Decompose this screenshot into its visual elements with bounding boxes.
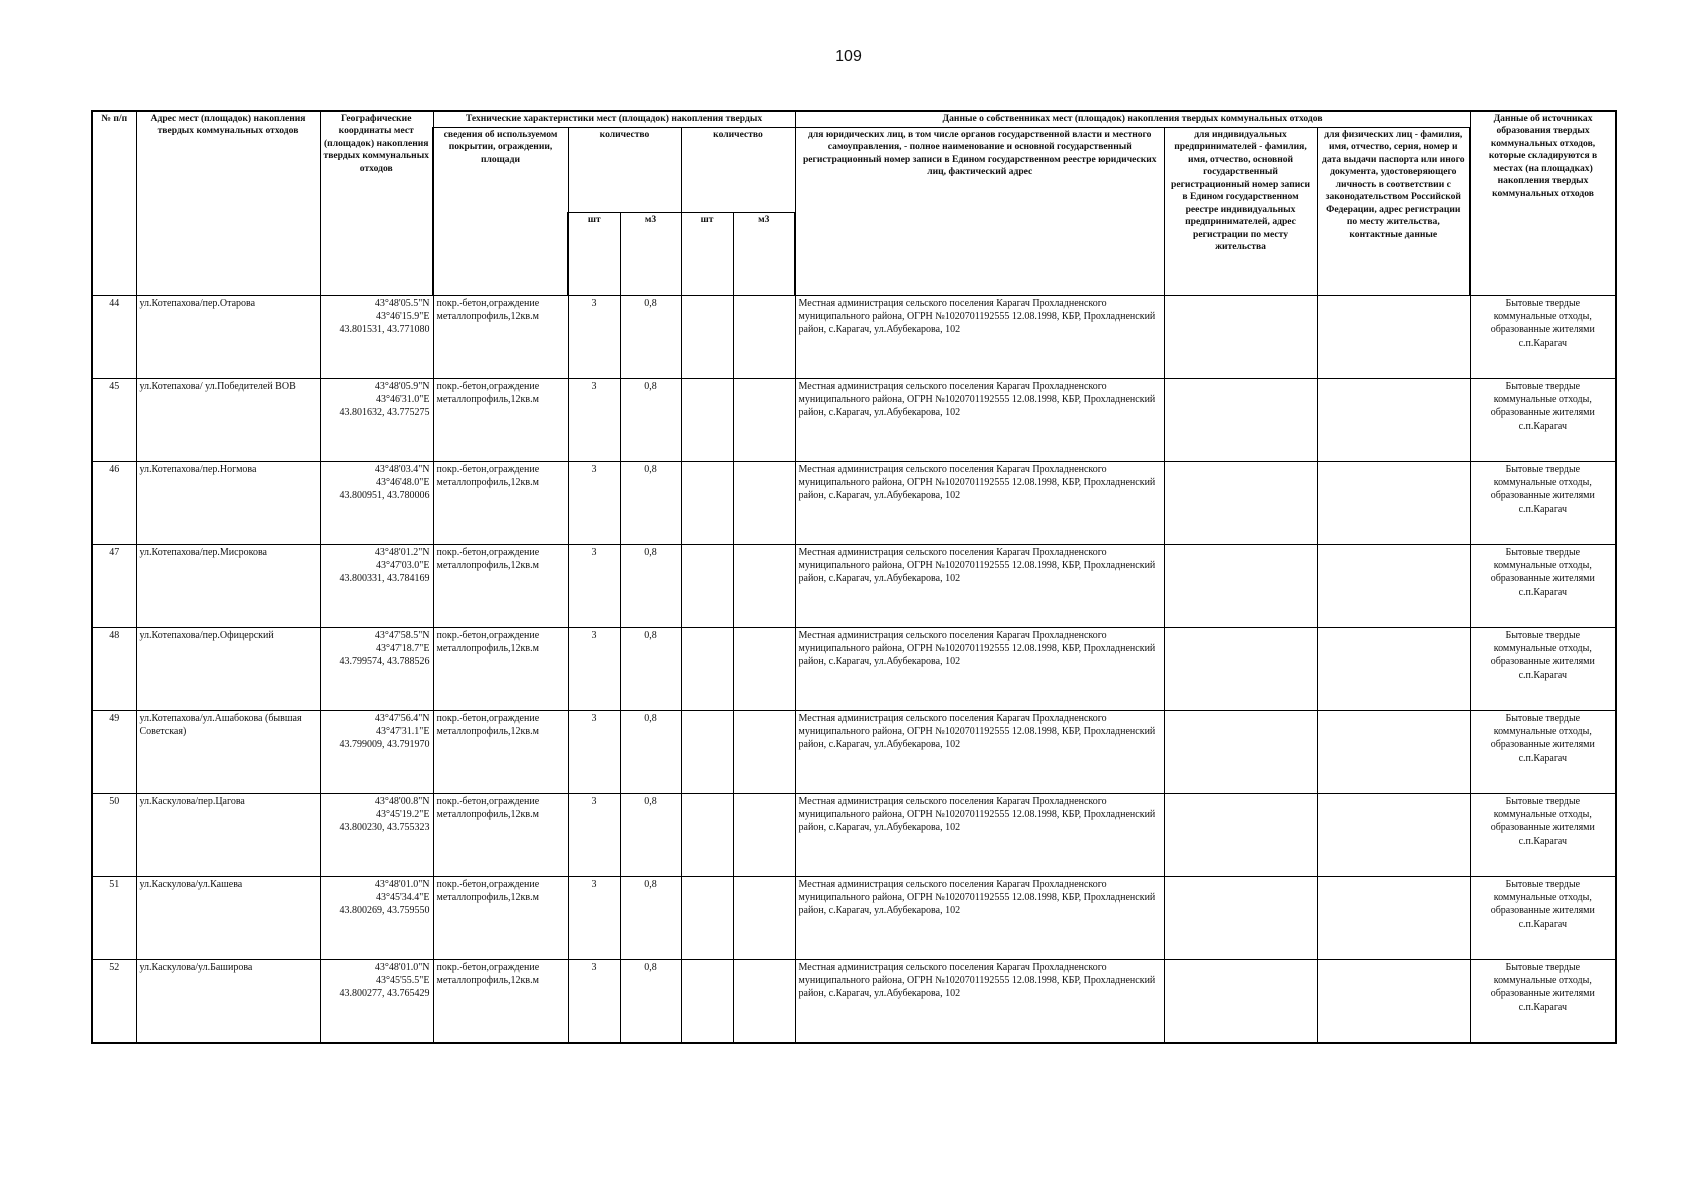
table-row xyxy=(92,628,1616,711)
row-m3-placed: 0,8 xyxy=(620,877,681,960)
header-tech-cover: сведения об используемом покрытии, ограждении, площади xyxy=(433,128,568,296)
row-owner-phys xyxy=(1317,462,1470,545)
row-source: Бытовые твердые коммунальные отходы, образованные жителями с.п.Карагач xyxy=(1470,877,1616,960)
row-source: Бытовые твердые коммунальные отходы, образованные жителями с.п.Карагач xyxy=(1470,628,1616,711)
header-qty-placed-text: количество xyxy=(599,129,650,140)
row-m3-planned xyxy=(733,794,795,877)
row-address: ул.Каскулова/ул.Баширова xyxy=(136,960,320,1043)
header-unit-m3-planned: м3 xyxy=(733,213,795,296)
header-address: Адрес мест (площадок) накопления твердых коммунальных отходов xyxy=(136,111,320,296)
row-address: ул.Каскулова/ул.Кашева xyxy=(136,877,320,960)
row-coordinates: 43°48'05.9"N 43°46'31.0"E 43.801632, 43.775275 xyxy=(320,379,433,462)
row-pcs-placed: 3 xyxy=(568,545,620,628)
header-owners: Данные о собственниках мест (площадок) накопления твердых коммунальных отходов xyxy=(795,111,1470,128)
row-address: ул.Котепахова/ул.Ашабокова (бывшая Советская) xyxy=(136,711,320,794)
table-row xyxy=(92,711,1616,794)
row-m3-placed: 0,8 xyxy=(620,960,681,1043)
row-pcs-placed: 3 xyxy=(568,960,620,1043)
row-address: ул.Котепахова/ ул.Победителей ВОВ xyxy=(136,379,320,462)
row-m3-planned xyxy=(733,296,795,379)
row-cover: покр.-бетон,ограждение металлопрофиль,12кв.м xyxy=(433,794,568,877)
row-coordinates: 43°48'03.4"N 43°46'48.0"E 43.800951, 43.780006 xyxy=(320,462,433,545)
row-owner-phys xyxy=(1317,794,1470,877)
row-coordinates: 43°48'00.8"N 43°45'19.2"E 43.800230, 43.755323 xyxy=(320,794,433,877)
table-row xyxy=(92,794,1616,877)
row-owner-legal: Местная администрация сельского поселения Карагач Прохладненского муниципального района, ОГРН №1020701192555 12.08.1998, КБР, Прохладненский район, с.Карагач, ул.Абубекарова, 102 xyxy=(795,877,1164,960)
header-geo-coordinates: Географические координаты мест (площадок) накопления твердых коммунальных отходов xyxy=(320,111,433,296)
row-coordinates: 43°48'01.2"N 43°47'03.0"E 43.800331, 43.784169 xyxy=(320,545,433,628)
header-sources: Данные об источниках образования твердых коммунальных отходов, которые складируются в местах (на площадках) накопления твердых коммунальных отходов xyxy=(1470,111,1616,296)
row-number: 44 xyxy=(92,296,136,379)
row-m3-planned xyxy=(733,628,795,711)
table-row xyxy=(92,545,1616,628)
row-pcs-planned xyxy=(681,379,733,462)
row-m3-planned xyxy=(733,711,795,794)
row-pcs-planned xyxy=(681,794,733,877)
row-cover: покр.-бетон,ограждение металлопрофиль,12кв.м xyxy=(433,877,568,960)
row-owner-phys xyxy=(1317,379,1470,462)
row-source: Бытовые твердые коммунальные отходы, образованные жителями с.п.Карагач xyxy=(1470,379,1616,462)
header-qty-placed xyxy=(568,128,681,213)
row-address: ул.Котепахова/пер.Отарова xyxy=(136,296,320,379)
row-owner-legal: Местная администрация сельского поселения Карагач Прохладненского муниципального района, ОГРН №1020701192555 12.08.1998, КБР, Прохладненский район, с.Карагач, ул.Абубекарова, 102 xyxy=(795,794,1164,877)
row-cover: покр.-бетон,ограждение металлопрофиль,12кв.м xyxy=(433,960,568,1043)
row-owner-legal: Местная администрация сельского поселения Карагач Прохладненского муниципального района, ОГРН №1020701192555 12.08.1998, КБР, Прохладненский район, с.Карагач, ул.Абубекарова, 102 xyxy=(795,960,1164,1043)
row-m3-planned xyxy=(733,545,795,628)
header-unit-pcs-planned: шт xyxy=(681,213,733,296)
table-row xyxy=(92,462,1616,545)
row-pcs-placed: 3 xyxy=(568,794,620,877)
row-owner-phys xyxy=(1317,296,1470,379)
row-owner-ip xyxy=(1164,794,1317,877)
row-m3-placed: 0,8 xyxy=(620,296,681,379)
row-owner-ip xyxy=(1164,877,1317,960)
row-address: ул.Котепахова/пер.Мисрокова xyxy=(136,545,320,628)
row-pcs-planned xyxy=(681,711,733,794)
row-coordinates: 43°48'01.0"N 43°45'34.4"E 43.800269, 43.759550 xyxy=(320,877,433,960)
waste-sites-register-table xyxy=(91,110,1617,1044)
row-coordinates: 43°48'05.5"N 43°46'15.9"E 43.801531, 43.771080 xyxy=(320,296,433,379)
header-unit-m3-placed: м3 xyxy=(620,213,681,296)
table-row xyxy=(92,296,1616,379)
row-cover: покр.-бетон,ограждение металлопрофиль,12кв.м xyxy=(433,379,568,462)
row-cover: покр.-бетон,ограждение металлопрофиль,12кв.м xyxy=(433,296,568,379)
row-m3-placed: 0,8 xyxy=(620,794,681,877)
row-coordinates: 43°48'01.0"N 43°45'55.5"E 43.800277, 43.765429 xyxy=(320,960,433,1043)
row-cover: покр.-бетон,ограждение металлопрофиль,12кв.м xyxy=(433,462,568,545)
row-address: ул.Котепахова/пер.Офицерский xyxy=(136,628,320,711)
row-owner-ip xyxy=(1164,462,1317,545)
row-cover: покр.-бетон,ограждение металлопрофиль,12кв.м xyxy=(433,711,568,794)
row-pcs-planned xyxy=(681,877,733,960)
row-m3-placed: 0,8 xyxy=(620,379,681,462)
row-coordinates: 43°47'56.4"N 43°47'31.1"E 43.799009, 43.791970 xyxy=(320,711,433,794)
row-address: ул.Каскулова/пер.Цагова xyxy=(136,794,320,877)
row-pcs-placed: 3 xyxy=(568,462,620,545)
row-owner-ip xyxy=(1164,960,1317,1043)
row-source: Бытовые твердые коммунальные отходы, образованные жителями с.п.Карагач xyxy=(1470,296,1616,379)
header-tech-characteristics xyxy=(433,111,795,128)
row-pcs-placed: 3 xyxy=(568,711,620,794)
table-row xyxy=(92,379,1616,462)
row-m3-placed: 0,8 xyxy=(620,462,681,545)
row-pcs-placed: 3 xyxy=(568,296,620,379)
row-number: 52 xyxy=(92,960,136,1043)
row-coordinates: 43°47'58.5"N 43°47'18.7"E 43.799574, 43.788526 xyxy=(320,628,433,711)
row-number: 51 xyxy=(92,877,136,960)
row-m3-placed: 0,8 xyxy=(620,545,681,628)
header-owners-ip: для индивидуальных предпринимателей - фамилия, имя, отчество, основной государственный регистрационный номер записи в Едином государственном реестре индивидуальных предпринимателей, адрес регистрации по месту жительства xyxy=(1164,128,1317,296)
row-m3-placed: 0,8 xyxy=(620,628,681,711)
row-pcs-placed: 3 xyxy=(568,379,620,462)
row-number: 49 xyxy=(92,711,136,794)
row-owner-legal: Местная администрация сельского поселения Карагач Прохладненского муниципального района, ОГРН №1020701192555 12.08.1998, КБР, Прохладненский район, с.Карагач, ул.Абубекарова, 102 xyxy=(795,545,1164,628)
header-tech-text: Технические характеристики мест (площадок) накопления твердых xyxy=(465,113,763,124)
row-pcs-placed: 3 xyxy=(568,877,620,960)
header-qty-planned-text: количество xyxy=(713,129,763,140)
header-owners-legal: для юридических лиц, в том числе органов государственной власти и местного самоуправления, - полное наименование и основной государственный регистрационный номер записи в Едином государственном реестре юридических лиц, фактический адрес xyxy=(795,128,1164,296)
row-source: Бытовые твердые коммунальные отходы, образованные жителями с.п.Карагач xyxy=(1470,960,1616,1043)
row-owner-legal: Местная администрация сельского поселения Карагач Прохладненского муниципального района, ОГРН №1020701192555 12.08.1998, КБР, Прохладненский район, с.Карагач, ул.Абубекарова, 102 xyxy=(795,379,1164,462)
row-owner-ip xyxy=(1164,379,1317,462)
row-m3-planned xyxy=(733,462,795,545)
row-owner-legal: Местная администрация сельского поселения Карагач Прохладненского муниципального района, ОГРН №1020701192555 12.08.1998, КБР, Прохладненский район, с.Карагач, ул.Абубекарова, 102 xyxy=(795,628,1164,711)
row-source: Бытовые твердые коммунальные отходы, образованные жителями с.п.Карагач xyxy=(1470,545,1616,628)
row-owner-ip xyxy=(1164,545,1317,628)
row-cover: покр.-бетон,ограждение металлопрофиль,12кв.м xyxy=(433,545,568,628)
row-pcs-planned xyxy=(681,545,733,628)
row-owner-ip xyxy=(1164,296,1317,379)
table-row xyxy=(92,877,1616,960)
row-owner-phys xyxy=(1317,628,1470,711)
page-number: 109 xyxy=(835,48,862,65)
row-source: Бытовые твердые коммунальные отходы, образованные жителями с.п.Карагач xyxy=(1470,794,1616,877)
row-owner-phys xyxy=(1317,877,1470,960)
header-qty-planned xyxy=(681,128,795,213)
row-cover: покр.-бетон,ограждение металлопрофиль,12кв.м xyxy=(433,628,568,711)
row-owner-phys xyxy=(1317,711,1470,794)
row-owner-legal: Местная администрация сельского поселения Карагач Прохладненского муниципального района, ОГРН №1020701192555 12.08.1998, КБР, Прохладненский район, с.Карагач, ул.Абубекарова, 102 xyxy=(795,462,1164,545)
row-m3-planned xyxy=(733,960,795,1043)
table-body xyxy=(92,296,1616,1043)
row-m3-planned xyxy=(733,877,795,960)
header-num: № п/п xyxy=(92,111,136,296)
header-unit-pcs-placed: шт xyxy=(568,213,620,296)
row-number: 45 xyxy=(92,379,136,462)
row-owner-phys xyxy=(1317,545,1470,628)
row-m3-placed: 0,8 xyxy=(620,711,681,794)
row-pcs-planned xyxy=(681,960,733,1043)
row-number: 46 xyxy=(92,462,136,545)
header-owners-phys: для физических лиц - фамилия, имя, отчество, серия, номер и дата выдачи паспорта или иного документа, удостоверяющего личность в соответствии с законодательством Российской Федерации, адрес регистрации по месту жительства, контактные данные xyxy=(1317,128,1470,296)
row-pcs-planned xyxy=(681,462,733,545)
row-owner-legal: Местная администрация сельского поселения Карагач Прохладненского муниципального района, ОГРН №1020701192555 12.08.1998, КБР, Прохладненский район, с.Карагач, ул.Абубекарова, 102 xyxy=(795,296,1164,379)
row-number: 47 xyxy=(92,545,136,628)
row-owner-ip xyxy=(1164,711,1317,794)
row-owner-legal: Местная администрация сельского поселения Карагач Прохладненского муниципального района, ОГРН №1020701192555 12.08.1998, КБР, Прохладненский район, с.Карагач, ул.Абубекарова, 102 xyxy=(795,711,1164,794)
row-pcs-planned xyxy=(681,296,733,379)
row-pcs-planned xyxy=(681,628,733,711)
row-pcs-placed: 3 xyxy=(568,628,620,711)
row-number: 50 xyxy=(92,794,136,877)
row-m3-planned xyxy=(733,379,795,462)
row-owner-phys xyxy=(1317,960,1470,1043)
table-row xyxy=(92,960,1616,1043)
row-owner-ip xyxy=(1164,628,1317,711)
row-address: ул.Котепахова/пер.Ногмова xyxy=(136,462,320,545)
row-source: Бытовые твердые коммунальные отходы, образованные жителями с.п.Карагач xyxy=(1470,711,1616,794)
row-source: Бытовые твердые коммунальные отходы, образованные жителями с.п.Карагач xyxy=(1470,462,1616,545)
row-number: 48 xyxy=(92,628,136,711)
